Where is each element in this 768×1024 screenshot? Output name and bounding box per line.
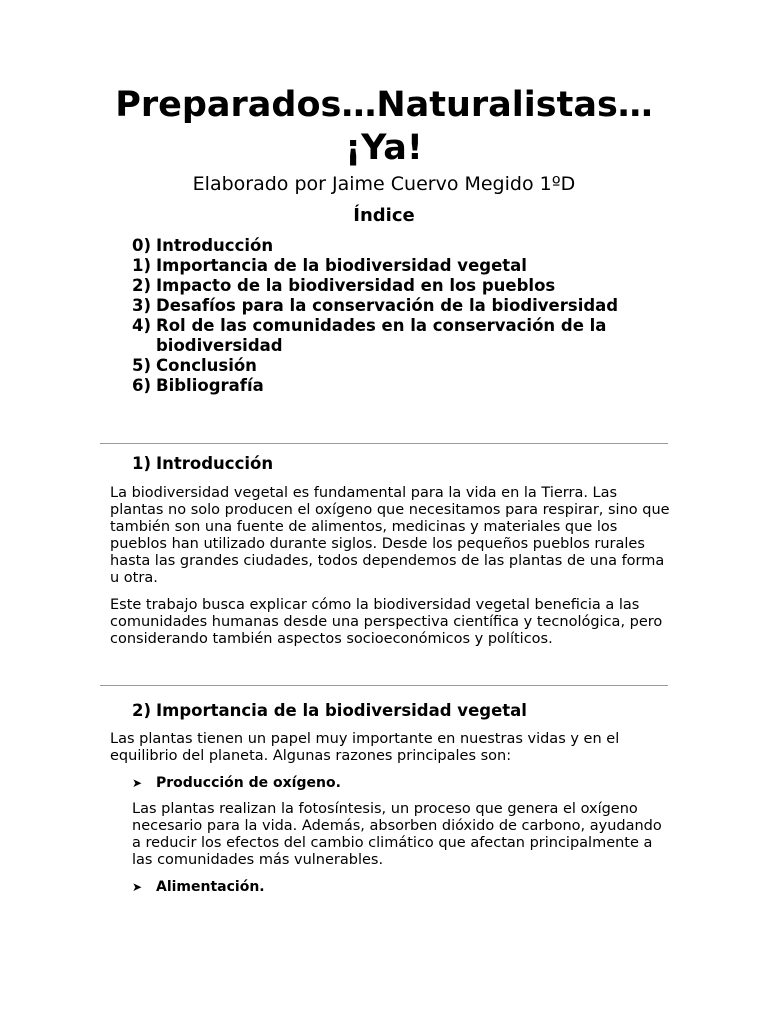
toc-item-number: 6) [132,376,152,395]
document-subtitle: Elaborado por Jaime Cuervo Megido 1ºD [192,173,576,195]
index-heading: Índice [353,205,415,226]
toc-item-label: Rol de las comunidades en la conservación de la biodiversidad [156,316,607,355]
toc-item-number: 0) [132,236,152,255]
bullet-paragraph: Las plantas realizan la fotosíntesis, un proceso que genera el oxígeno necesario para la vida. Además, absorben dióxido de carbono, ayudando a reducir los efectos del cambio climático que afectan principalmente a las comunidades más vulnerables. [132,801,662,868]
toc-item [132,356,672,376]
toc-item-number: 3) [132,296,152,315]
section-heading-importance [132,701,527,721]
toc-item-number: 1) [132,256,152,275]
toc-item-number: 4) [132,316,152,335]
paragraph: La biodiversidad vegetal es fundamental para la vida en la Tierra. Las plantas no solo producen el oxígeno que necesitamos para respirar, sino que también son una fuente de alimentos, medicinas y materiales que los pueblos han utilizado durante siglos. Desde los pequeños pueblos rurales hasta las grandes ciudades, todos dependemos de las plantas de una forma u otra. [110,485,670,586]
bullet-item [132,774,672,792]
table-of-contents [132,236,672,396]
toc-item-label: Introducción [156,236,274,255]
section-title: Importancia de la biodiversidad vegetal [156,701,527,720]
section-number: 2) [132,701,152,720]
bullet-label: Alimentación. [156,879,265,895]
toc-item [132,276,672,296]
bullet-label: Producción de oxígeno. [156,775,341,791]
section-number: 1) [132,454,152,473]
toc-item-number: 2) [132,276,152,295]
toc-item [132,296,672,316]
paragraph: Este trabajo busca explicar cómo la biodiversidad vegetal beneficia a las comunidades humanas desde una perspectiva científica y tecnológica, pero considerando también aspectos socioeconómicos y políticos. [110,597,663,647]
section-divider [100,443,668,444]
toc-item-number: 5) [132,356,152,375]
section-divider [100,685,668,686]
section-heading-introduction [132,454,273,474]
paragraph: Las plantas tienen un papel muy importante en nuestras vidas y en el equilibrio del planeta. Algunas razones principales son: [110,731,620,764]
section-title: Introducción [156,454,274,473]
arrow-bullet-icon: ➤ [132,776,143,790]
document-title: Preparados…Naturalistas… ¡Ya! [115,85,653,168]
toc-item-label: Importancia de la biodiversidad vegetal [156,256,527,275]
toc-item-label: Bibliografía [156,376,264,395]
toc-item-label: Impacto de la biodiversidad en los pueblos [156,276,556,295]
toc-item [132,376,672,396]
toc-item [132,316,672,356]
arrow-bullet-icon: ➤ [132,880,143,894]
toc-item [132,256,672,276]
toc-item [132,236,672,256]
bullet-item [132,878,672,896]
toc-item-label: Conclusión [156,356,257,375]
toc-item-label: Desafíos para la conservación de la biodiversidad [156,296,619,315]
